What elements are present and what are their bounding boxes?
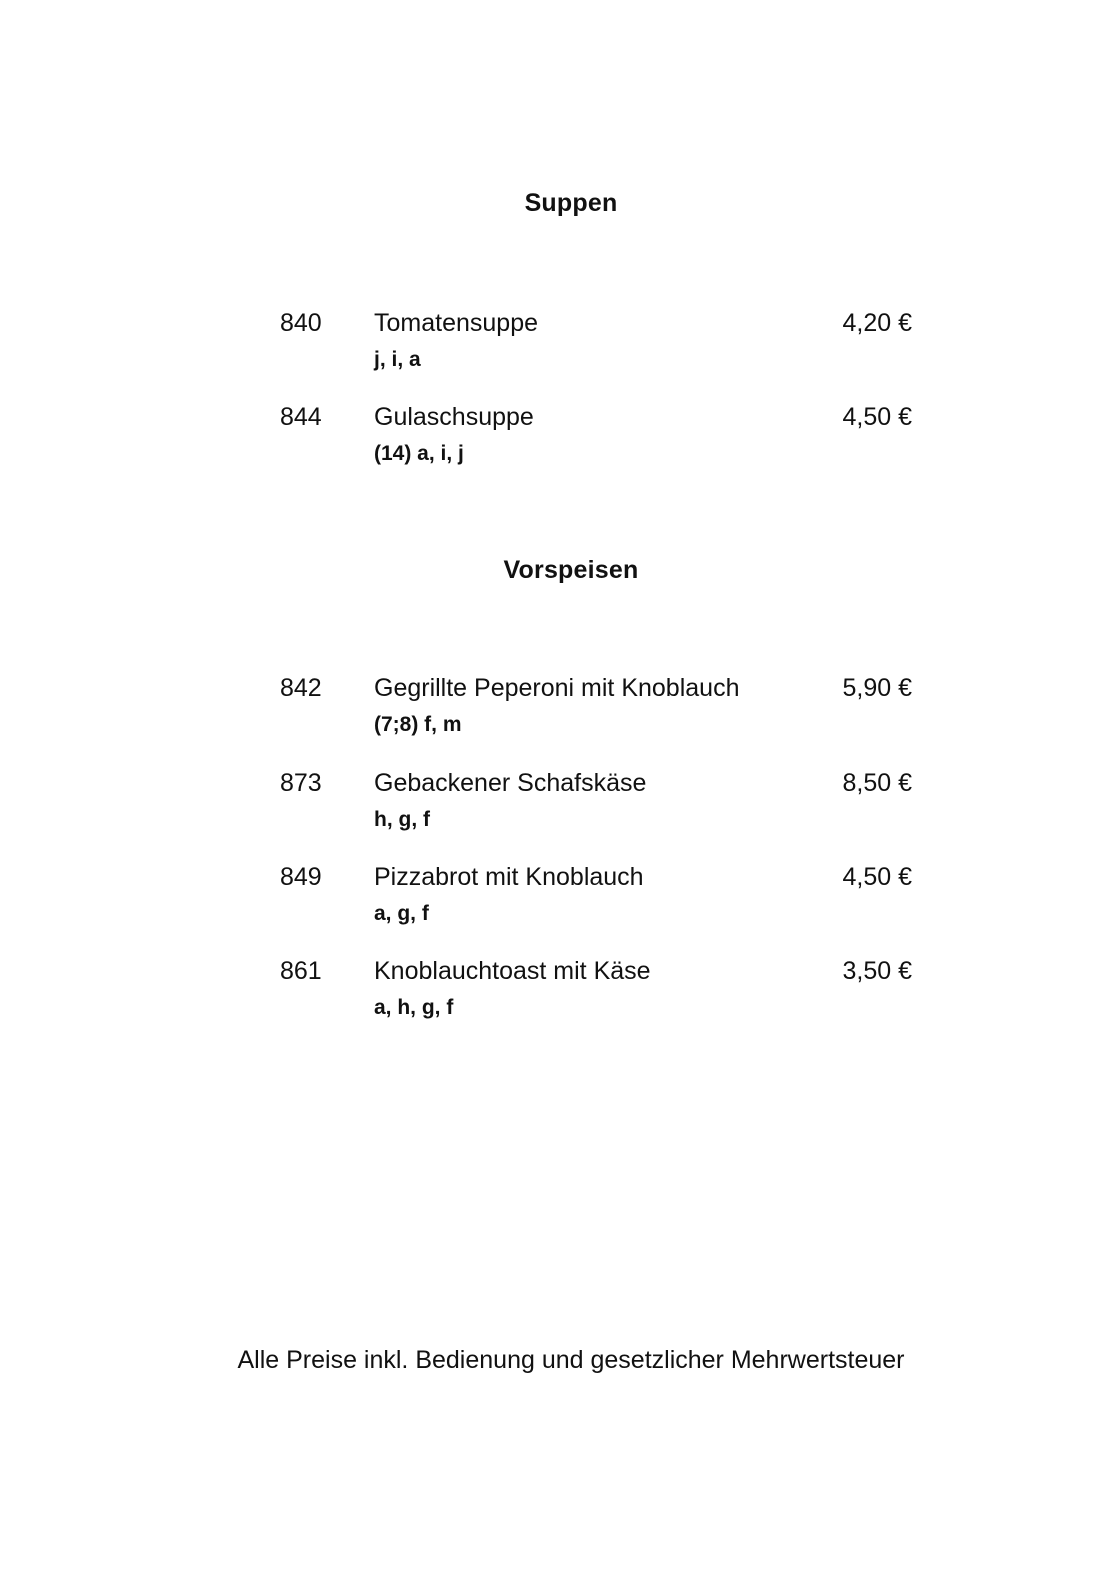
menu-item xyxy=(0,309,1107,379)
item-allergens: h, g, f xyxy=(374,808,430,831)
item-price: 4,20 € xyxy=(842,309,912,337)
menu-item xyxy=(0,863,1107,933)
item-name: Tomatensuppe xyxy=(374,309,539,337)
item-price: 4,50 € xyxy=(842,403,912,431)
item-number: 840 xyxy=(280,309,322,337)
menu-item xyxy=(0,957,1107,1027)
item-name: Gulaschsuppe xyxy=(374,403,534,431)
item-number: 842 xyxy=(280,674,322,702)
item-name: Knoblauchtoast mit Käse xyxy=(374,957,651,985)
item-allergens: a, g, f xyxy=(374,902,429,925)
item-price: 8,50 € xyxy=(842,769,912,797)
item-allergens: (7;8) f, m xyxy=(374,713,462,736)
item-name: Gegrillte Peperoni mit Knoblauch xyxy=(374,674,740,702)
section-title-vorspeisen: Vorspeisen xyxy=(503,556,639,584)
item-name: Gebackener Schafskäse xyxy=(374,769,647,797)
item-number: 873 xyxy=(280,769,322,797)
item-name: Pizzabrot mit Knoblauch xyxy=(374,863,644,891)
menu-item xyxy=(0,769,1107,839)
item-number: 861 xyxy=(280,957,322,985)
item-price: 4,50 € xyxy=(842,863,912,891)
item-allergens: a, h, g, f xyxy=(374,996,454,1019)
menu-item xyxy=(0,674,1107,744)
item-allergens: j, i, a xyxy=(374,348,421,371)
item-price: 5,90 € xyxy=(842,674,912,702)
price-note: Alle Preise inkl. Bedienung und gesetzlicher Mehrwertsteuer xyxy=(237,1346,905,1374)
item-allergens: (14) a, i, j xyxy=(374,442,464,465)
item-number: 844 xyxy=(280,403,322,431)
section-title-suppen: Suppen xyxy=(524,189,618,217)
menu-item xyxy=(0,403,1107,473)
item-price: 3,50 € xyxy=(842,957,912,985)
item-number: 849 xyxy=(280,863,322,891)
